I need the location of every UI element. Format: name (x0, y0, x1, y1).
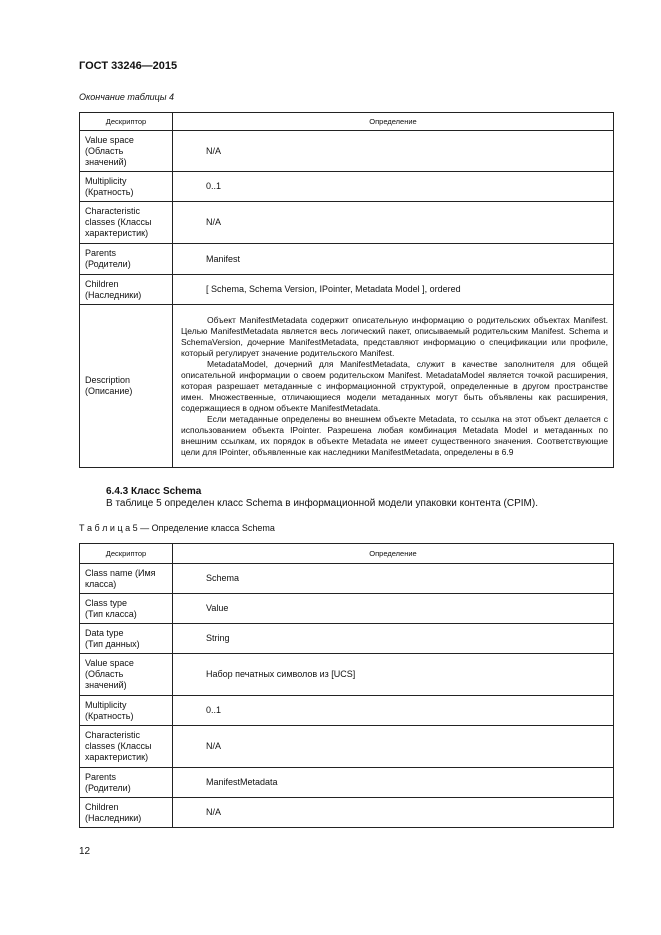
table4-head-definition: Определение (173, 113, 614, 131)
table-row (80, 624, 614, 654)
table5 (79, 543, 614, 828)
descriptor-cell: Characteristic classes (Классы характеристик) (80, 202, 173, 244)
table-row (80, 275, 614, 305)
definition-cell: N/A (173, 202, 614, 244)
definition-cell: Value (173, 594, 614, 624)
descriptor-cell: Multiplicity (Кратность) (80, 172, 173, 202)
definition-cell: N/A (173, 131, 614, 172)
descriptor-cell: Characteristic classes (Классы характеристик) (80, 726, 173, 768)
descriptor-cell: Value space (Область значений) (80, 131, 173, 172)
table4 (79, 112, 614, 468)
definition-cell: String (173, 624, 614, 654)
table-row (80, 726, 614, 768)
section-title: 6.4.3 Класс Schema (106, 486, 202, 497)
table5-head-descriptor: Дескриптор (80, 544, 173, 564)
table-row (80, 244, 614, 275)
descriptor-cell: Children (Наследники) (80, 798, 173, 828)
section-text: В таблице 5 определен класс Schema в информационной модели упаковки контента (CPIM). (106, 498, 538, 509)
table-row (80, 696, 614, 726)
definition-cell: N/A (173, 726, 614, 768)
table5-header-row (80, 544, 614, 564)
table4-header-row (80, 113, 614, 131)
definition-cell: N/A (173, 798, 614, 828)
table5-head-definition: Определение (173, 544, 614, 564)
descriptor-cell: Description (Описание) (80, 305, 173, 468)
descriptor-cell: Parents (Родители) (80, 244, 173, 275)
descriptor-cell: Data type (Тип данных) (80, 624, 173, 654)
definition-cell: 0..1 (173, 172, 614, 202)
descriptor-cell: Children (Наследники) (80, 275, 173, 305)
table-row (80, 654, 614, 696)
table-row (80, 594, 614, 624)
table-row (80, 172, 614, 202)
table-row-description (80, 305, 614, 468)
definition-cell: Manifest (173, 244, 614, 275)
table5-caption: Т а б л и ц а 5 — Определение класса Schema (79, 523, 275, 533)
descriptor-cell: Multiplicity (Кратность) (80, 696, 173, 726)
definition-cell: Набор печатных символов из [UCS] (173, 654, 614, 696)
definition-cell: [ Schema, Schema Version, IPointer, Metadata Model ], ordered (173, 275, 614, 305)
table-row (80, 768, 614, 798)
doc-header: ГОСТ 33246—2015 (79, 60, 178, 72)
definition-cell: ManifestMetadata (173, 768, 614, 798)
description-paragraph: Если метаданные определены во внешнем объекте Metadata, то ссылка на этот объект делается с использованием объекта IPointer. Разрешена любая комбинация Metadata Model и метаданных по внешним ссылкам, их порядок в объекте Metadata не имеет существенного значения. Соответствующие цели для IPointer, объявленные как наследники ManifestMetadata, определены в 6.9 (181, 413, 608, 457)
table-row (80, 564, 614, 594)
table-row (80, 798, 614, 828)
table4-caption: Окончание таблицы 4 (79, 92, 174, 102)
descriptor-cell: Class name (Имя класса) (80, 564, 173, 594)
definition-cell: 0..1 (173, 696, 614, 726)
description-paragraph: Объект ManifestMetadata содержит описательную информацию о родительских объектах Manifest. Целью ManifestMetadata является весь логический пакет, описываемый родительским Manifest. Schema и SchemaVersion, дочерние ManifestMetadata, представляют информацию о спецификации или профиле, который регулирует значение родительского Manifest. (181, 314, 608, 358)
table-row (80, 202, 614, 244)
descriptor-cell: Value space (Область значений) (80, 654, 173, 696)
table-row (80, 131, 614, 172)
description-paragraph: MetadataModel, дочерний для ManifestMetadata, служит в качестве заполнителя для общей описательной информации о своем родительском Manifest. MetadataModel является точкой расширения, которая разрешает метаданные с информационной структурой, определенные в другом пространстве имен. Множественные, отличающиеся модели метаданных могут быть объявлены как расширения, содержащиеся в одном объекте ManifestMetadata. (181, 358, 608, 413)
description-cell (173, 305, 614, 468)
descriptor-cell: Parents (Родители) (80, 768, 173, 798)
page-number: 12 (79, 846, 91, 857)
table4-head-descriptor: Дескриптор (80, 113, 173, 131)
descriptor-cell: Class type (Тип класса) (80, 594, 173, 624)
definition-cell: Schema (173, 564, 614, 594)
